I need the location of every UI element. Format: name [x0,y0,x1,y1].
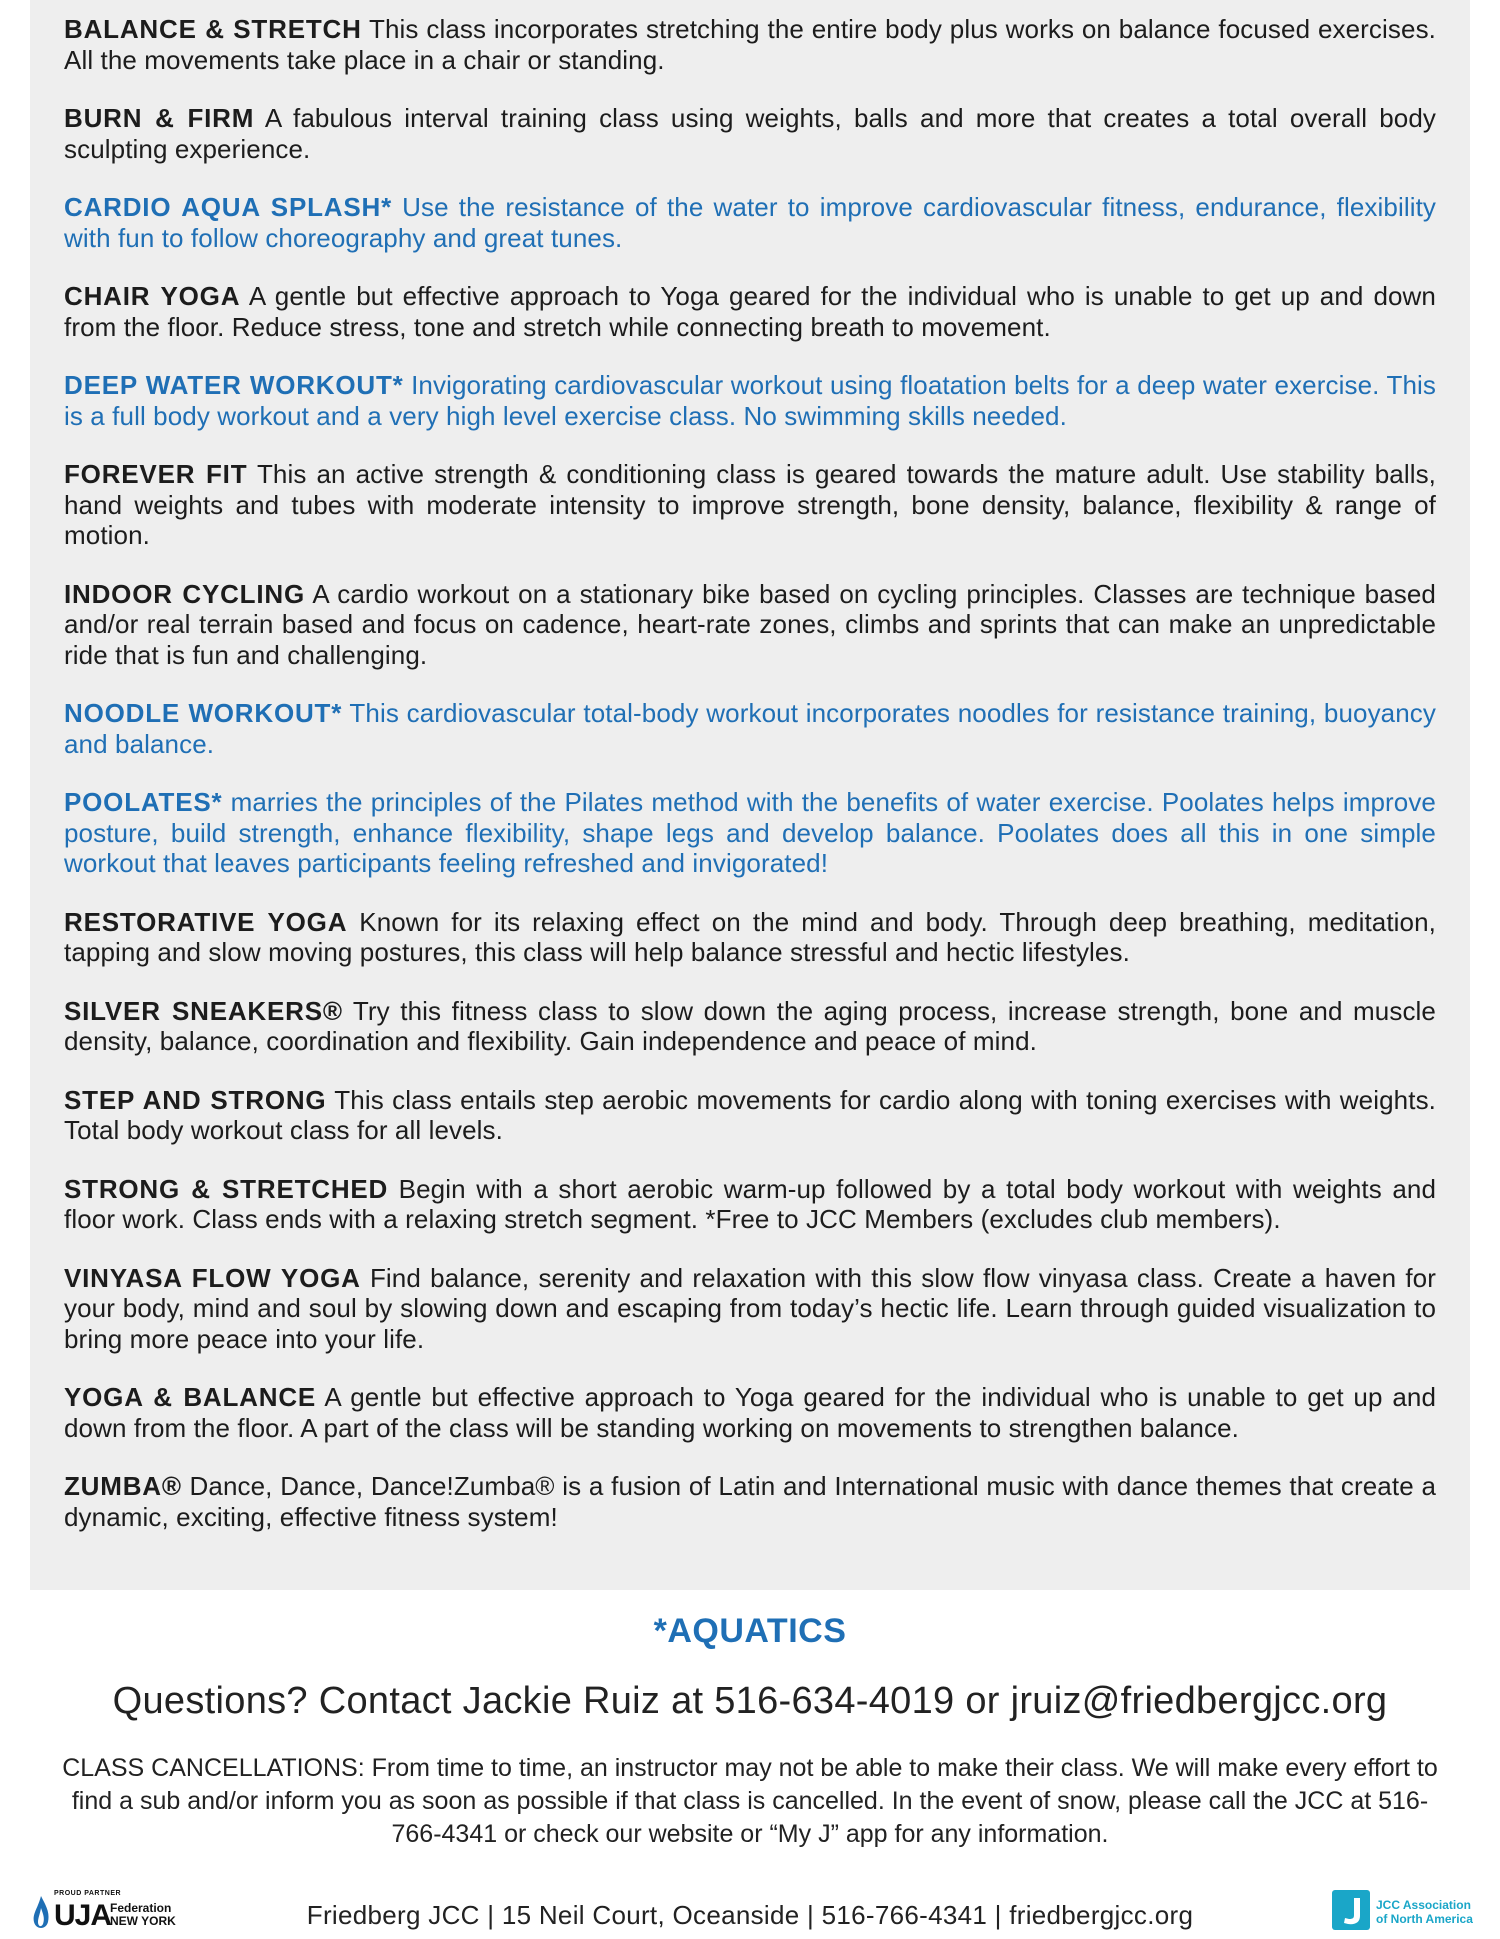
class-name: STRONG & STRETCHED [64,1173,389,1204]
class-name: VINYASA FLOW YOGA [64,1262,361,1293]
class-description: This cardiovascular total-body workout incorporates noodles for resistance training, buoyancy and balance. [64,698,1436,759]
class-entry [64,281,1436,342]
class-name: YOGA & BALANCE [64,1382,317,1412]
footer-address: Friedberg JCC | 15 Neil Court, Oceanside | 516-766-4341 | friedbergjcc.org [306,1900,1194,1930]
class-description: Use the resistance of the water to improve cardiovascular fitness, endurance, flexibility with fun to follow choreography and great tunes. [64,192,1436,253]
cancellation-policy: CLASS CANCELLATIONS: From time to time, an instructor may not be able to make their class. We will make every effort to find a sub and/or inform you as soon as possible if that class is cancelled. In the event of snow, please call the JCC at 516-766-4341 or check our website or “My J” app for any information. [62,1754,1438,1848]
class-entry [64,1263,1436,1355]
class-entry [64,907,1436,968]
uja-logo-line1: Federation [110,1901,172,1915]
class-entry [64,103,1436,164]
class-entry [64,1471,1436,1532]
class-name: NOODLE WORKOUT* [64,698,343,728]
class-name: BALANCE & STRETCH [64,14,362,44]
class-description: Dance, Dance, Dance!Zumba® is a fusion of Latin and International music with dance themes that create a dynamic, exciting, effective fitness system! [64,1471,1437,1532]
class-name: SILVER SNEAKERS® [64,995,343,1026]
class-name: RESTORATIVE YOGA [64,906,348,937]
class-description: Find balance, serenity and relaxation with this slow flow vinyasa class. Create a haven for your body, mind and soul by slowing down and escaping from today’s hectic life. Learn through guided visualization to bring more peace into your life. [64,1262,1436,1354]
class-name: CHAIR YOGA [64,281,241,311]
class-description: Known for its relaxing effect on the mind and body. Through deep breathing, meditation, tapping and slow moving postures, this class will help balance stressful and hectic lifestyles. [64,906,1436,967]
class-entry [64,370,1436,431]
class-name: STEP AND STRONG [64,1084,327,1115]
class-name: BURN & FIRM [64,103,255,133]
class-entry [64,459,1436,551]
class-name: POOLATES* [64,787,223,817]
class-name: ZUMBA® [64,1471,182,1501]
class-entry [64,192,1436,253]
uja-logo-mark: UJA [54,1899,112,1932]
class-entry [64,698,1436,759]
jcc-logo-line1: JCC Association [1376,1898,1471,1912]
class-description: Try this fitness class to slow down the aging process, increase strength, bone and muscle density, balance, coordination and flexibility. Gain independence and peace of mind. [64,995,1436,1056]
class-name: INDOOR CYCLING [64,578,305,609]
jcc-association-logo [1332,1888,1482,1934]
class-entry [64,1174,1436,1235]
aquatics-note: *AQUATICS [653,1612,847,1650]
class-entry [64,579,1436,671]
class-entry [64,787,1436,879]
class-description: This an active strength & conditioning class is geared towards the mature adult. Use stability balls, hand weights and tubes with moderate intensity to improve strength, bone density, balance, flexibility & range of motion. [64,459,1436,550]
class-descriptions-panel [30,0,1470,1590]
class-description: Invigorating cardiovascular workout using floatation belts for a deep water exercise. This is a full body workout and a very high level exercise class. No swimming skills needed. [64,370,1436,431]
contact-line: Questions? Contact Jackie Ruiz at 516-634-4019 or jruiz@friedbergjcc.org [112,1680,1388,1722]
class-name: FOREVER FIT [64,459,248,489]
class-entry [64,14,1436,75]
class-description: This class entails step aerobic movements for cardio along with toning exercises with weights. Total body workout class for all levels. [64,1084,1436,1145]
class-description: A gentle but effective approach to Yoga geared for the individual who is unable to get up and down from the floor. Reduce stress, tone and stretch while connecting breath to movement. [64,281,1436,342]
class-description: A gentle but effective approach to Yoga geared for the individual who is unable to get up and down from the floor. A part of the class will be standing working on movements to strengthen balance. [64,1382,1437,1443]
class-name: CARDIO AQUA SPLASH* [64,192,392,222]
jcc-logo-line2: of North America [1376,1912,1473,1926]
class-description: A cardio workout on a stationary bike based on cycling principles. Classes are technique based and/or real terrain based and focus on cadence, heart-rate zones, climbs and sprints that can make an unpredictable ride that is fun and challenging. [64,578,1436,670]
class-entry [64,996,1436,1057]
uja-logo-tagline: PROUD PARTNER [54,1890,122,1897]
class-name: DEEP WATER WORKOUT* [64,370,404,400]
class-entry [64,1085,1436,1146]
class-description: This class incorporates stretching the entire body plus works on balance focused exercises. All the movements take place in a chair or standing. [64,14,1436,75]
class-entry [64,1382,1436,1443]
class-description: A fabulous interval training class using weights, balls and more that creates a total overall body sculpting experience. [64,103,1437,164]
uja-logo-line2: NEW YORK [110,1914,176,1928]
class-description: marries the principles of the Pilates method with the benefits of water exercise. Poolates helps improve posture, build strength, enhance flexibility, shape legs and develop balance. Poolates does all this in one simple workout that leaves participants feeling refreshed and invigorated! [64,787,1436,878]
jcc-j-icon [1332,1890,1370,1930]
class-description: Begin with a short aerobic warm-up followed by a total body workout with weights and floor work. Class ends with a relaxing stretch segment. *Free to JCC Members (excludes club members). [64,1173,1437,1234]
